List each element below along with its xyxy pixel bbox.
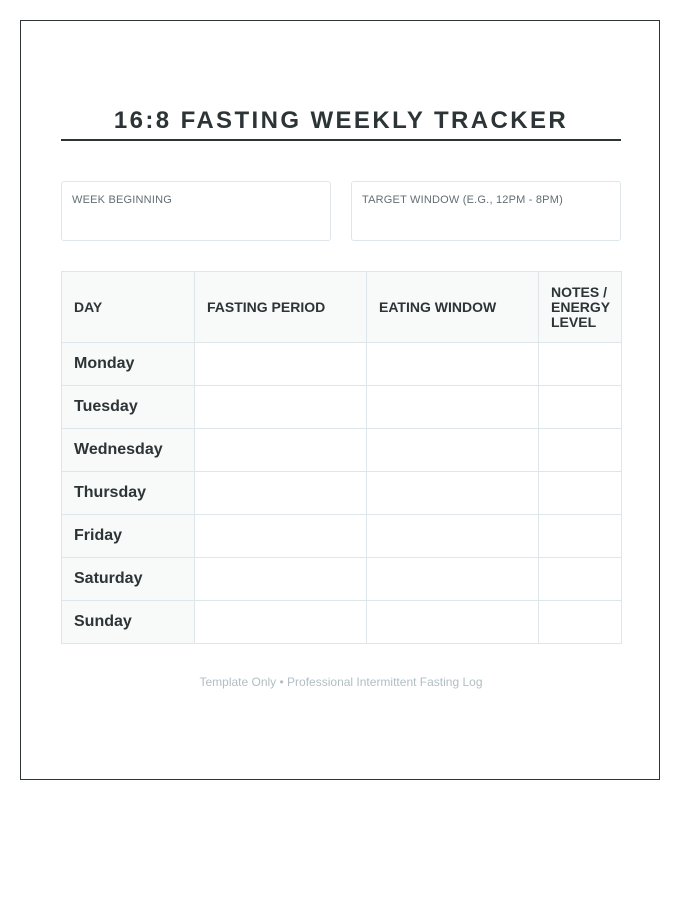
notes-cell[interactable] [539,558,622,601]
notes-cell[interactable] [539,472,622,515]
page-title: 16:8 FASTING WEEKLY TRACKER [113,107,569,134]
day-cell: Wednesday [62,429,195,472]
eating-window-cell[interactable] [367,515,539,558]
target-window-field[interactable] [351,181,621,241]
fasting-period-cell[interactable] [195,429,367,472]
notes-cell[interactable] [539,601,622,644]
column-header-notes: NOTES / ENERGY LEVEL [539,272,622,343]
column-header-fasting-period: FASTING PERIOD [195,272,367,343]
eating-window-cell[interactable] [367,601,539,644]
table-row [62,601,622,644]
week-beginning-label: WEEK BEGINNING [72,194,172,206]
title-divider [61,139,621,141]
notes-cell[interactable] [539,429,622,472]
table-row [62,472,622,515]
fasting-period-cell[interactable] [195,472,367,515]
eating-window-cell[interactable] [367,558,539,601]
table-row [62,386,622,429]
fasting-period-cell[interactable] [195,515,367,558]
fasting-period-cell[interactable] [195,558,367,601]
eating-window-cell[interactable] [367,429,539,472]
day-cell: Monday [62,343,195,386]
week-beginning-field[interactable] [61,181,331,241]
day-cell: Friday [62,515,195,558]
notes-cell[interactable] [539,515,622,558]
column-header-day: DAY [62,272,195,343]
fasting-period-cell[interactable] [195,343,367,386]
fasting-period-cell[interactable] [195,601,367,644]
notes-cell[interactable] [539,386,622,429]
table-header-row [62,272,622,343]
target-window-label: TARGET WINDOW (E.G., 12PM - 8PM) [362,194,563,206]
column-header-eating-window: EATING WINDOW [367,272,539,343]
table-row [62,343,622,386]
eating-window-cell[interactable] [367,472,539,515]
table-row [62,558,622,601]
table-row [62,429,622,472]
day-cell: Thursday [62,472,195,515]
day-cell: Tuesday [62,386,195,429]
day-cell: Saturday [62,558,195,601]
day-cell: Sunday [62,601,195,644]
tracker-sheet [20,20,660,780]
fasting-period-cell[interactable] [195,386,367,429]
footer-note: Template Only • Professional Intermittent Fasting Log [199,675,483,689]
eating-window-cell[interactable] [367,343,539,386]
tracker-table [61,271,622,644]
eating-window-cell[interactable] [367,386,539,429]
notes-cell[interactable] [539,343,622,386]
table-row [62,515,622,558]
